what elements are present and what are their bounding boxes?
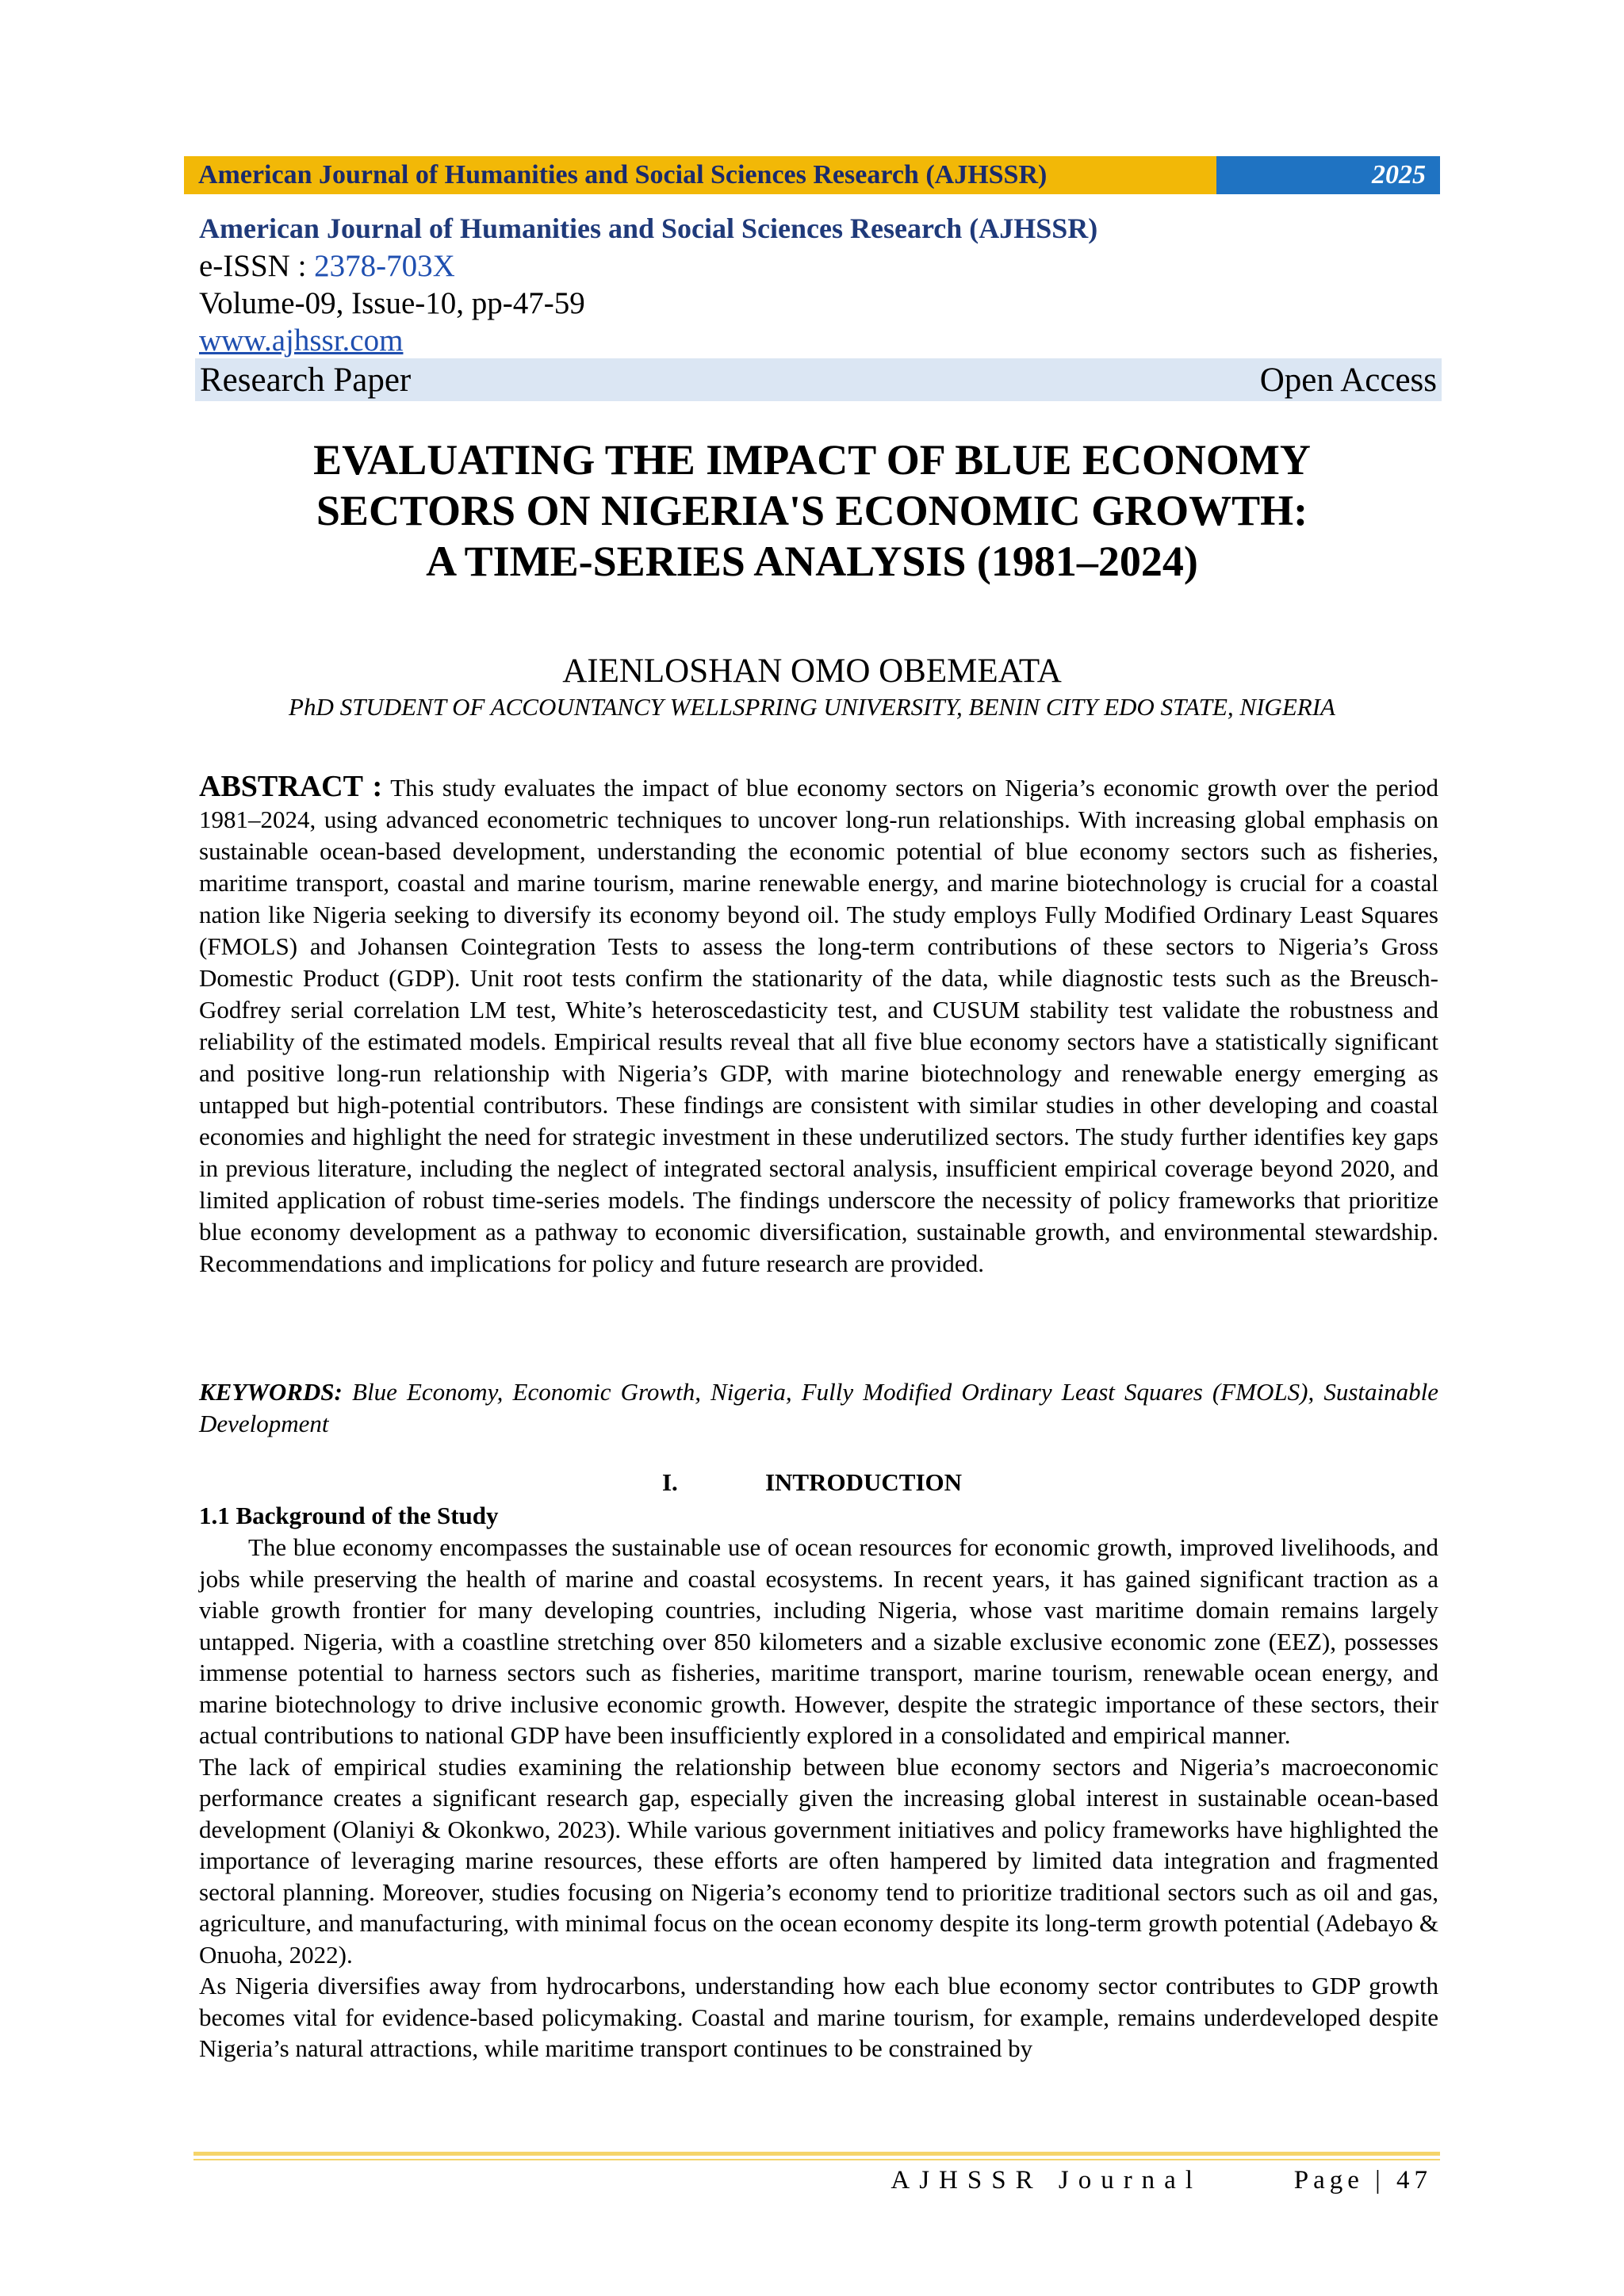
author-affiliation: PhD STUDENT OF ACCOUNTANCY WELLSPRING UNIVERSITY, BENIN CITY EDO STATE, NIGERIA — [289, 693, 1335, 721]
abstract-text: This study evaluates the impact of blue economy sectors on Nigeria’s economic growth over the period 1981–2024, using advanced econometric techniques to uncover long-run relationships. With increasing global emphasis on sustainable ocean-based development, understanding the economic potential of blue economy sectors such as fisheries, maritime transport, coastal and marine tourism, marine renewable energy, and marine biotechnology is crucial for a coastal nation like Nigeria seeking to diversify its economy beyond oil. The study employs Fully Modified Ordinary Least Squares (FMOLS) and Johansen Cointegration Tests to assess the long-term contributions of these sectors to Nigeria’s Gross Domestic Product (GDP). Unit root tests confirm the stationarity of the data, while diagnostic tests such as the Breusch-Godfrey serial correlation LM test, White’s heteroscedasticity test, and CUSUM stability test validate the robustness and reliability of the estimated models. Empirical results reveal that all five blue economy sectors have a statistically significant and positive long-run relationship with Nigeria’s GDP, with marine biotechnology and renewable energy emerging as untapped but high-potential contributors. These findings are consistent with similar studies in other developing and coastal economies and highlight the need for strategic investment in these underutilized sectors. The study further identifies key gaps in previous literature, including the neglect of integrated sectoral analysis, insufficient empirical coverage beyond 2020, and limited application of robust time-series models. The findings underscore the necessity of policy frameworks that prioritize blue economy development as a pathway to economic diversification, sustainable growth, and environmental stewardship. Recommendations and implications for policy and future research are provided. — [199, 774, 1438, 1277]
website-link[interactable]: www.ajhssr.com — [199, 323, 404, 358]
paragraph: The blue economy encompasses the sustainable use of ocean resources for economic growth, improved livelihoods, and jobs while preserving the health of marine and coastal ecosystems. In recent years, it has gained significant traction as a viable growth frontier for many developing countries, including Nigeria, whose vast maritime domain remains largely untapped. Nigeria, with a coastline stretching over 850 kilometers and a sizable exclusive economic zone (EEZ), possesses immense potential to harness sectors such as fisheries, maritime transport, marine tourism, renewable ocean energy, and marine biotechnology to drive inclusive economic growth. However, despite the strategic importance of these sectors, their actual contributions to national GDP have been insufficiently explored in a consolidated and empirical manner. — [199, 1533, 1438, 1749]
section-title: INTRODUCTION — [764, 1468, 963, 1496]
abstract — [199, 771, 1438, 1280]
title-line-3: A TIME-SERIES ANALYSIS (1981–2024) — [426, 538, 1198, 585]
body-text — [199, 1532, 1438, 2064]
paragraph: As Nigeria diversifies away from hydrocarbons, understanding how each blue economy sector contributes to GDP growth becomes vital for evidence-based policymaking. Coastal and marine tourism, for example, remains underdeveloped despite Nigeria’s natural attractions, while maritime transport continues to be constrained by — [199, 1972, 1438, 2062]
footer-rule — [193, 2152, 1440, 2156]
article-type-bar — [195, 358, 1442, 401]
eissn-line — [199, 247, 1097, 285]
keywords-label: KEYWORDS: — [199, 1378, 343, 1406]
eissn-label: e-ISSN : — [199, 249, 315, 283]
access-type: Open Access — [1259, 361, 1437, 399]
section-heading — [184, 1468, 1440, 1497]
journal-banner-title: American Journal of Humanities and Social Sciences Research (AJHSSR) — [198, 160, 1048, 189]
journal-name: American Journal of Humanities and Social Sciences Research (AJHSSR) — [199, 212, 1098, 244]
article-type: Research Paper — [200, 361, 412, 399]
keywords-text: Blue Economy, Economic Growth, Nigeria, Fully Modified Ordinary Least Squares (FMOLS), Sustainable Development — [199, 1378, 1439, 1437]
author-name: AIENLOSHAN OMO OBEMEATA — [562, 652, 1062, 690]
section-number: I. — [661, 1468, 678, 1496]
title-line-2: SECTORS ON NIGERIA'S ECONOMIC GROWTH: — [316, 487, 1308, 534]
paper-title — [184, 434, 1440, 587]
keywords — [199, 1376, 1438, 1440]
subsection-heading: 1.1 Background of the Study — [199, 1502, 499, 1529]
eissn-value: 2378-703X — [314, 249, 455, 283]
journal-year: 2025 — [1372, 160, 1426, 189]
footer-rule-thin — [193, 2159, 1440, 2160]
journal-banner-right — [1216, 156, 1440, 194]
title-line-1: EVALUATING THE IMPACT OF BLUE ECONOMY — [313, 436, 1311, 484]
page-number: Page | 47 — [1293, 2166, 1432, 2195]
abstract-label: ABSTRACT : — [199, 770, 383, 803]
journal-banner — [184, 156, 1440, 194]
footer-journal: AJHSSR Journal — [891, 2166, 1202, 2195]
paragraph: The lack of empirical studies examining the relationship between blue economy sectors and Nigeria’s macroeconomic performance creates a significant research gap, especially given the increasing global interest in sustainable ocean-based development (Olaniyi & Okonkwo, 2023). While various government initiatives and policy frameworks have highlighted the importance of leveraging marine resources, these efforts are often hampered by limited data integration and fragmented sectoral planning. Moreover, studies focusing on Nigeria’s economy tend to prioritize traditional sectors such as oil and gas, agriculture, and manufacturing, with minimal focus on the ocean economy despite its long-term growth potential (Adebayo & Onuoha, 2022). — [199, 1752, 1438, 1969]
publication-info — [199, 210, 1097, 359]
journal-banner-left — [184, 156, 1216, 194]
volume-line: Volume-09, Issue-10, pp-47-59 — [199, 286, 585, 320]
